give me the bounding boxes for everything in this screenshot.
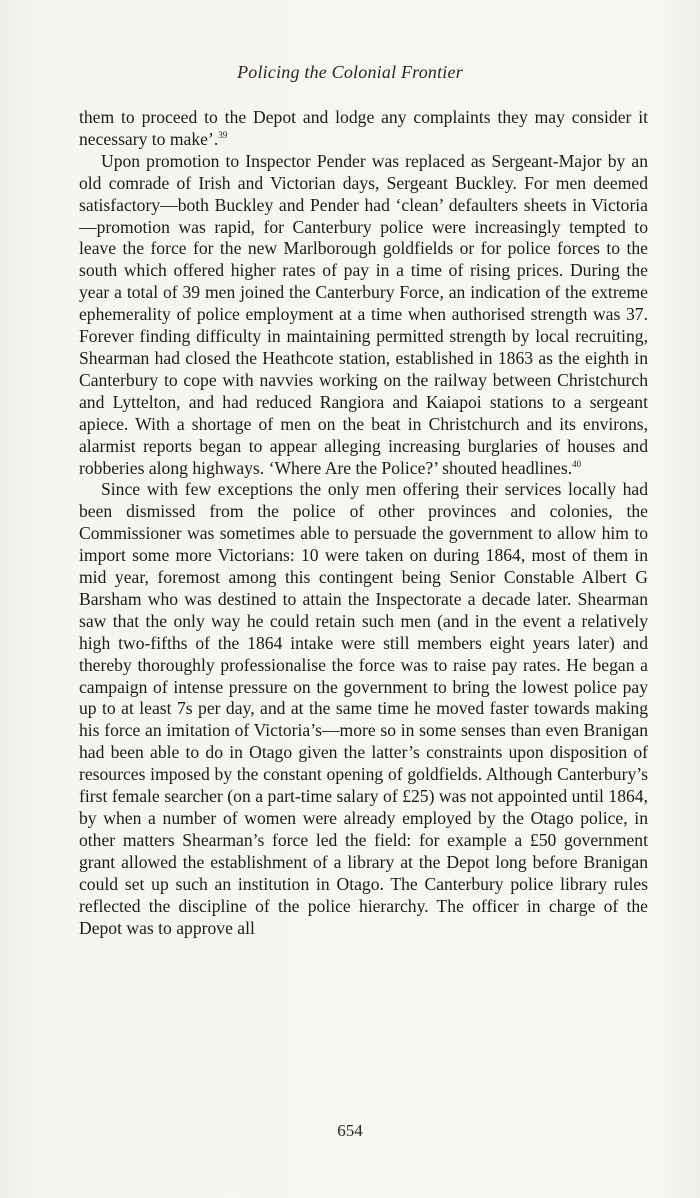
paragraph-2 xyxy=(79,151,648,480)
paragraph-1 xyxy=(79,107,648,151)
page-number: 654 xyxy=(337,1121,363,1140)
running-head: Policing the Colonial Frontier xyxy=(237,62,463,82)
paragraph-3 xyxy=(79,479,648,939)
footnote-ref-39: 39 xyxy=(218,130,228,141)
paragraph-3-text: Since with few exceptions the only men offering their services locally had been dismissed from the police of other provinces and colonies, the Commissioner was sometimes able to persuade the government to allow him to import some more Victorians: 10 were taken on during 1864, most of them in mid year, foremost among this contingent being Senior Constable Albert G Barsham who was destined to attain the Inspectorate a decade later. Shearman saw that the only way he could retain such men (and in the event a relatively high two-fifths of the 1864 intake were still members eight years later) and thereby thoroughly professionalise the force was to raise pay rates. He began a campaign of intense pressure on the government to bring the lowest police pay up to at least 7s per day, and at the same time he moved faster towards making his force an imitation of Victoria’s—more so in some senses than even Branigan had been able to do in Otago given the latter’s constraints upon disposition of resources imposed by the constant opening of goldfields. Although Canterbury’s first female searcher (on a part-time salary of £25) was not appointed until 1864, by when a number of women were already employed by the Otago police, in other matters Shearman’s force led the field: for example a £50 government grant allowed the establishment of a library at the Depot long before Branigan could set up such an institution in Otago. The Canterbury police library rules reflected the discipline of the police hierarchy. The officer in charge of the Depot was to approve all xyxy=(79,479,648,938)
body-text xyxy=(79,107,648,939)
footnote-ref-40: 40 xyxy=(572,458,582,469)
paragraph-1-text: them to proceed to the Depot and lodge any complaints they may consider it necessary to make’. xyxy=(79,107,648,149)
paragraph-2-text: Upon promotion to Inspector Pender was replaced as Sergeant-Major by an old comrade of Irish and Victorian days, Sergeant Buckley. For men deemed satisfactory—both Buckley and Pender had ‘clean’ defaulters sheets in Victoria—promotion was rapid, for Canterbury police were increasingly tempted to leave the force for the new Marlborough goldfields or for police forces to the south which offered higher rates of pay in a time of rising prices. During the year a total of 39 men joined the Canterbury Force, an indication of the extreme ephemerality of police employment at a time when authorised strength was 37. Forever finding difficulty in maintaining permitted strength by local recruiting, Shearman had closed the Heathcote station, established in 1863 as the eighth in Canterbury to cope with navvies working on the railway between Christchurch and Lyttelton, and had reduced Rangiora and Kaiapoi stations to a sergeant apiece. With a shortage of men on the beat in Christchurch and its environs, alarmist reports began to appear alleging increasing burglaries of houses and robberies along highways. ‘Where Are the Police?’ shouted headlines. xyxy=(79,150,648,478)
